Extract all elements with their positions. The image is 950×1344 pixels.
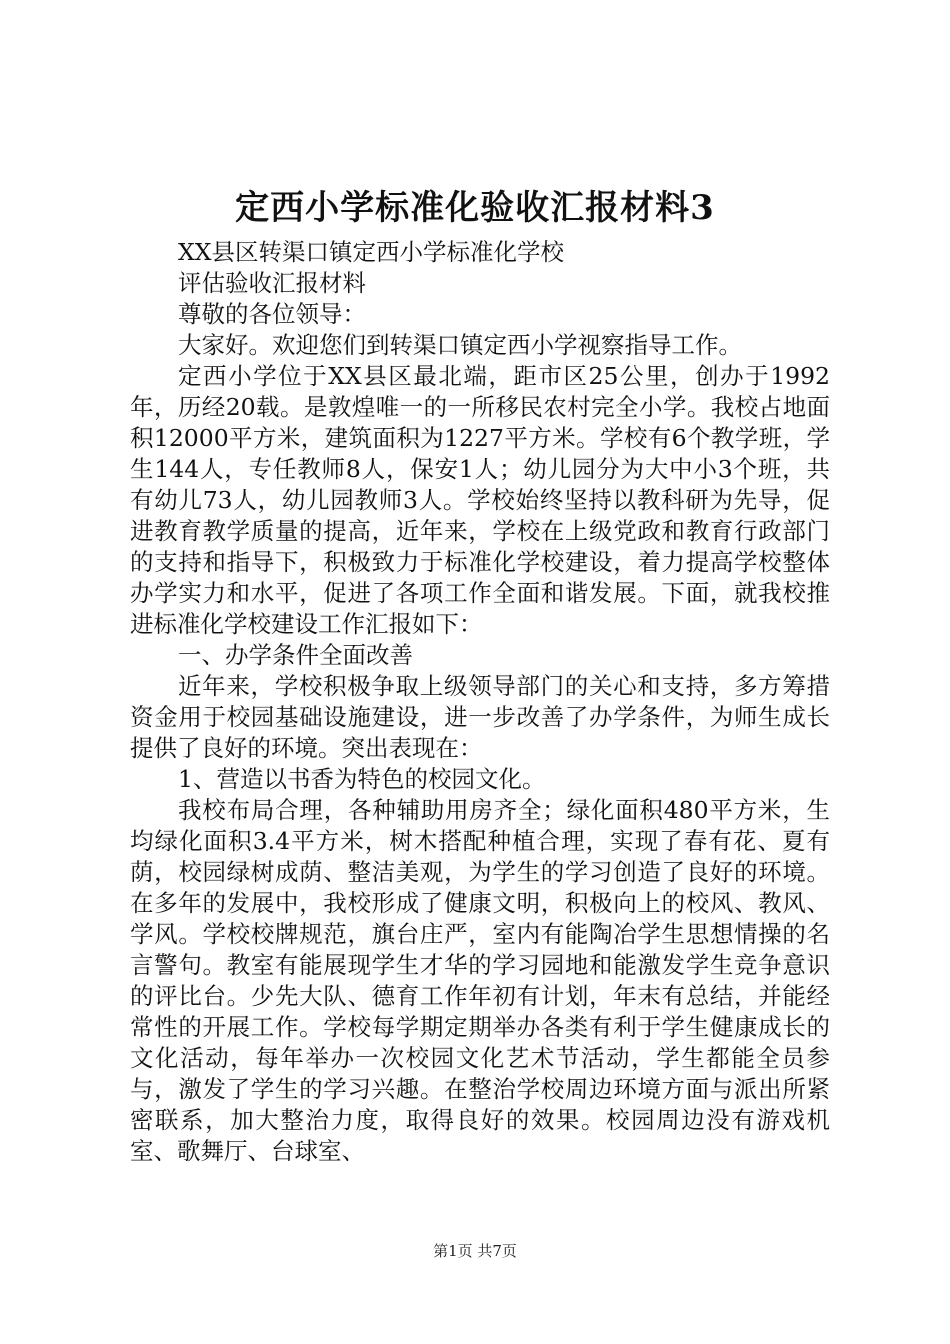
paragraph-campus-culture: 我校布局合理，各种辅助用房齐全；绿化面积480平方米，生均绿化面积3.4平方米，树木搭配种植合理，实现了春有花、夏有荫，校园绿树成荫、整洁美观，为学生的学习创造了良好的环境。在多年的发展中，我校形成了健康文明，积极向上的校风、教风、学风。学校校牌规范，旗台庄严，室内有能陶冶学生思想情操的名言警句。教室有能展现学生才华的学习园地和能激发学生竞争意识的评比台。少先大队、德育工作年初有计划，年末有总结，并能经常性的开展工作。学校每学期定期举办各类有利于学生健康成长的文化活动，每年举办一次校园文化艺术节活动，学生都能全员参与，激发了学生的学习兴趣。在整治学校周边环境方面与派出所紧密联系，加大整治力度，取得良好的效果。校园周边没有游戏机室、歌舞厅、台球室、: [130, 796, 830, 1165]
paragraph-report-subtitle: 评估验收汇报材料: [178, 269, 366, 297]
subsection-heading-1: 1、营造以书香为特色的校园文化。: [178, 765, 546, 793]
document-body: [130, 237, 830, 1167]
page-number-footer: 第1页 共7页: [433, 1242, 517, 1260]
paragraph-greeting: 大家好。欢迎您们到转渠口镇定西小学视察指导工作。: [178, 331, 742, 359]
document-title: 定西小学标准化验收汇报材料3: [235, 188, 715, 228]
paragraph-conditions-intro: 近年来，学校积极争取上级领导部门的关心和支持，多方筹措资金用于校园基础设施建设，进一步改善了办学条件，为师生成长提供了良好的环境。突出表现在：: [130, 672, 830, 762]
paragraph-school-name: XX县区转渠口镇定西小学标准化学校: [178, 238, 564, 266]
paragraph-salutation: 尊敬的各位领导：: [178, 300, 366, 328]
section-heading-1: 一、办学条件全面改善: [178, 641, 413, 669]
paragraph-school-overview: 定西小学位于XX县区最北端，距市区25公里，创办于1992年，历经20载。是敦煌唯一的一所移民农村完全小学。我校占地面积12000平方米，建筑面积为1227平方米。学校有6个教学班，学生144人，专任教师8人，保安1人；幼儿园分为大中小3个班，共有幼儿73人，幼儿园教师3人。学校始终坚持以教科研为先导，促进教育教学质量的提高，近年来，学校在上级党政和教育行政部门的支持和指导下，积极致力于标准化学校建设，着力提高学校整体办学实力和水平，促进了各项工作全面和谐发展。下面，就我校推进标准化学校建设工作汇报如下：: [130, 362, 830, 638]
